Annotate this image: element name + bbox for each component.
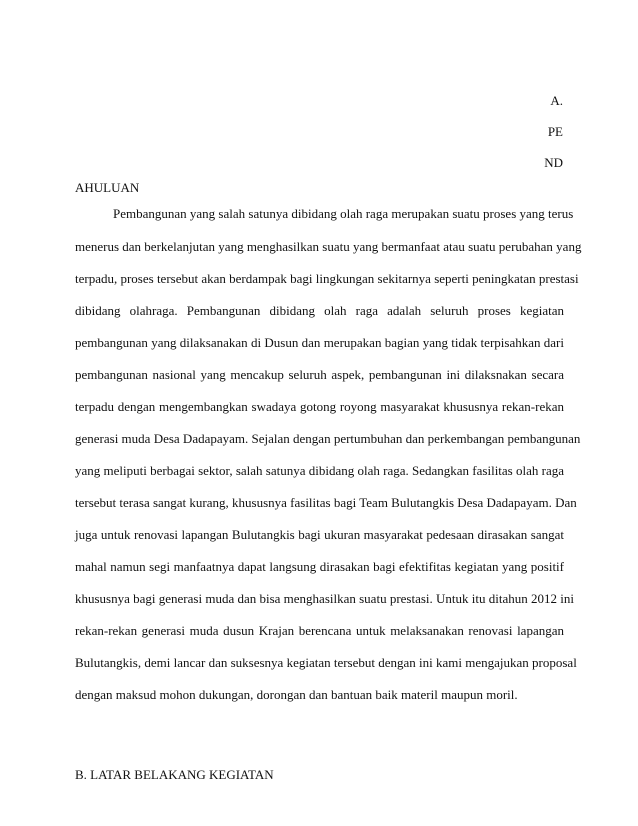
paragraph-line: tersebut terasa sangat kurang, khususnya fasilitas bagi Team Bulutangkis Desa Dadapayam. Dan [75, 495, 577, 510]
paragraph-line: generasi muda Desa Dadapayam. Sejalan dengan pertumbuhan dan perkembangan pembangunan [75, 431, 581, 446]
paragraph-line: juga untuk renovasi lapangan Bulutangkis bagi ukuran masyarakat pedesaan dirasakan sangat [75, 527, 564, 542]
paragraph-line: terpadu, proses tersebut akan berdampak bagi lingkungan sekitarnya seperti peningkatan prestasi [75, 271, 579, 286]
paragraph-line: mahal namun segi manfaatnya dapat langsung dirasakan bagi efektifitas kegiatan yang positif [75, 559, 564, 574]
paragraph-line: Pembangunan yang salah satunya dibidang olah raga merupakan suatu proses yang terus [113, 206, 574, 221]
heading-a-fragment: PE [547, 124, 563, 139]
heading-a-continuation: AHULUAN [75, 180, 140, 195]
paragraph-line: menerus dan berkelanjutan yang menghasilkan suatu yang bermanfaat atau suatu perubahan yang [75, 239, 582, 254]
paragraph-line: khususnya bagi generasi muda dan bisa menghasilkan suatu prestasi. Untuk itu ditahun 2012 ini [75, 591, 574, 606]
heading-a-fragment: ND [544, 155, 563, 170]
heading-b: B. LATAR BELAKANG KEGIATAN [75, 767, 274, 782]
paragraph-line: rekan-rekan generasi muda dusun Krajan berencana untuk melaksanakan renovasi lapangan [75, 623, 564, 638]
paragraph-line: terpadu dengan mengembangkan swadaya gotong royong masyarakat khususnya rekan-rekan [75, 399, 564, 414]
paragraph-line: dengan maksud mohon dukungan, dorongan dan bantuan baik materil maupun moril. [75, 687, 518, 702]
paragraph-line: Bulutangkis, demi lancar dan suksesnya kegiatan tersebut dengan ini kami mengajukan proposal [75, 655, 577, 670]
paragraph-line: dibidang olahraga. Pembangunan dibidang olah raga adalah seluruh proses kegiatan [75, 303, 564, 318]
heading-a-fragment: A. [550, 93, 563, 108]
paragraph-line: pembangunan nasional yang mencakup seluruh aspek, pembangunan ini dilaksnakan secara [75, 367, 564, 382]
paragraph-line: pembangunan yang dilaksanakan di Dusun dan merupakan bagian yang tidak terpisahkan dari [75, 335, 564, 350]
paragraph-line: yang meliputi berbagai sektor, salah satunya dibidang olah raga. Sedangkan fasilitas olah raga [75, 463, 564, 478]
